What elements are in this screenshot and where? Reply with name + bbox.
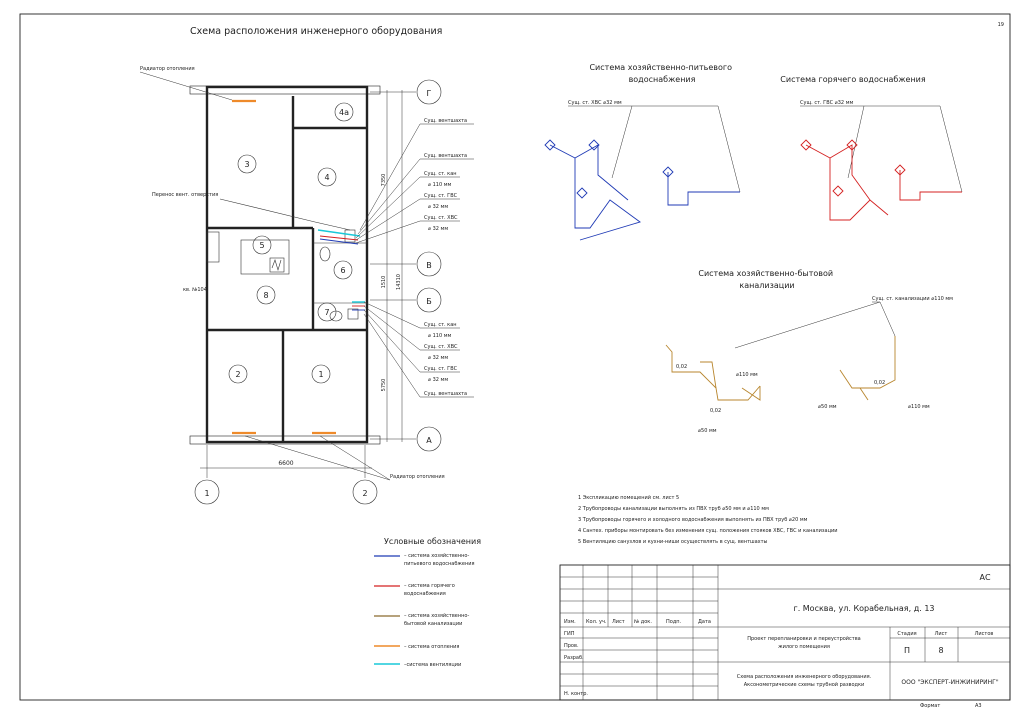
sewer-label-3: ⌀50 мм <box>698 428 717 434</box>
cold-water-scheme <box>545 63 740 240</box>
room-8: 8 <box>263 291 269 300</box>
company-name: ООО "ЭКСПЕРТ-ИНЖИНИРИНГ" <box>901 679 999 686</box>
callout-9: ⌀ 110 мм <box>428 333 452 339</box>
sewer-label-4: 0,02 <box>874 380 886 386</box>
sheet-header: Лист <box>934 631 948 637</box>
legend-title: Условные обозначения <box>384 537 482 546</box>
format-label: Формат <box>920 703 941 709</box>
role-razrab: Разраб. <box>564 655 584 661</box>
dim-width: 6600 <box>278 460 294 467</box>
sewer-riser-label: Сущ. ст. канализации ⌀110 мм <box>872 296 953 302</box>
sewer-label-0: 0,02 <box>676 364 688 370</box>
sewer-label-2: 0,02 <box>710 408 722 414</box>
dim-v3: 14310 <box>396 274 402 290</box>
stamp-address: г. Москва, ул. Корабельная, д. 13 <box>793 604 935 613</box>
note-4: 4 Сантех. приборы монтировать без изменения сущ. положения стояков ХВС, ГВС и канализации <box>578 528 838 534</box>
sheets-header: Листов <box>974 631 994 637</box>
room-3: 3 <box>244 160 250 169</box>
plan-title: Схема расположения инженерного оборудования <box>190 26 443 37</box>
legend-item-hot <box>404 583 455 597</box>
sewer-label-5: ⌀50 мм <box>818 404 837 410</box>
floor-plan <box>140 26 474 504</box>
legend-hot-line2: водоснабжения <box>404 591 446 597</box>
callout-7: ⌀ 32 мм <box>428 226 449 232</box>
callout-8: Сущ. ст. кан <box>424 322 457 328</box>
sheet-number: 19 <box>997 22 1004 28</box>
cold-title-line1: Система хозяйственно-питьевого <box>589 63 732 72</box>
note-radiator-bottom: Радиатор отопления <box>390 474 445 480</box>
room-5: 5 <box>259 241 265 250</box>
note-5: 5 Вентиляцию санузлов и кухни-ниши осуществлять в сущ. вентшахты <box>578 539 768 545</box>
room-4a: 4а <box>339 108 349 117</box>
note-vent-move: Перенос вент. отверстия <box>152 192 219 198</box>
note-radiator-top: Радиатор отопления <box>140 66 195 72</box>
outer-walls <box>207 87 367 442</box>
col-ndok: № док. <box>634 619 652 625</box>
dim-v1: 7350 <box>381 173 387 187</box>
role-gip: ГИП <box>564 631 575 637</box>
hot-title: Система горячего водоснабжения <box>780 75 926 84</box>
callout-0: Сущ. вентшахта <box>424 118 468 124</box>
legend-sewer-line1: – система хозяйственно- <box>404 613 470 619</box>
drawing-line2: Аксонометрические схемы трубной разводки <box>743 682 865 688</box>
hot-riser-label: Сущ. ст. ГВС ⌀32 мм <box>800 100 854 106</box>
callout-11: ⌀ 32 мм <box>428 355 449 361</box>
axis-B: Б <box>426 297 432 306</box>
col-izm: Изм. <box>564 619 576 625</box>
axis-V: В <box>426 261 432 270</box>
col-data: Дата <box>698 619 711 625</box>
axis-A: А <box>426 436 432 445</box>
stage-header: Стадия <box>897 631 917 637</box>
legend-item-cold <box>404 552 475 567</box>
legend-item-sewer <box>404 612 469 627</box>
room-7: 7 <box>324 308 330 317</box>
role-nkontr: Н. контр. <box>564 691 588 697</box>
title-block <box>560 565 1010 709</box>
col-kolvo: Кол. уч. <box>586 619 607 625</box>
note-3: 3 Трубопроводы горячего и холодного водоснабжения выполнять из ПВХ труб ⌀20 мм <box>578 517 808 523</box>
format-value: А3 <box>975 703 982 709</box>
drawing-line1: Схема расположения инженерного оборудования. <box>736 674 872 680</box>
room-4: 4 <box>324 173 330 182</box>
project-line2: жилого помещения <box>778 644 830 650</box>
col-podp: Подп. <box>666 619 682 625</box>
callout-14: Сущ. вентшахта <box>424 391 468 397</box>
drawing-name <box>737 674 872 688</box>
legend-item-vent: –система вентиляции <box>404 662 462 668</box>
note-1: 1 Экспликацию помещений см. лист 5 <box>578 495 680 501</box>
sewer-scheme <box>666 269 953 434</box>
callout-13: ⌀ 32 мм <box>428 377 449 383</box>
note-2: 2 Трубопроводы канализации выполнять из ПВХ труб ⌀50 мм и ⌀110 мм <box>578 506 769 512</box>
callout-6: Сущ. ст. ХВС <box>424 215 458 221</box>
callout-12: Сущ. ст. ГВС <box>424 366 458 372</box>
dim-v2: 1510 <box>381 275 387 289</box>
legend-hot-line1: – система горячего <box>404 583 455 589</box>
axis-1: 1 <box>204 489 210 498</box>
role-prov: Пров. <box>564 643 579 649</box>
axis-G: Г <box>426 89 432 98</box>
col-list: Лист <box>612 619 625 625</box>
cold-title-line2: водоснабжения <box>628 75 696 84</box>
callout-4: Сущ. ст. ГВС <box>424 193 458 199</box>
callout-2: Сущ. ст. кан <box>424 171 457 177</box>
room-2: 2 <box>235 370 241 379</box>
room-6: 6 <box>340 266 346 275</box>
axis-2: 2 <box>362 489 368 498</box>
sewer-title <box>698 269 835 290</box>
legend-cold-line1: – система хозяйственно- <box>404 553 470 559</box>
room-1: 1 <box>318 370 324 379</box>
sewer-label-6: ⌀110 мм <box>908 404 930 410</box>
apartment-label: кв. №104 <box>183 287 207 293</box>
cold-title <box>589 63 734 84</box>
hot-water-scheme <box>780 75 962 220</box>
legend <box>374 537 481 668</box>
legend-sewer-line2: бытовой канализации <box>404 621 463 627</box>
callout-1: Сущ. вентшахта <box>424 153 468 159</box>
sewer-label-1: ⌀110 мм <box>736 372 758 378</box>
project-line1: Проект перепланировки и переустройства <box>747 636 861 642</box>
legend-cold-line2: питьевого водоснабжения <box>404 561 475 567</box>
stamp-code: АС <box>979 573 991 582</box>
sewer-title-line1: Система хозяйственно-бытовой <box>698 269 834 278</box>
stage-value: П <box>903 646 911 655</box>
dim-v4: 5750 <box>381 378 387 392</box>
general-notes <box>578 494 837 545</box>
sewer-title-line2: канализации <box>739 281 795 290</box>
callout-5: ⌀ 32 мм <box>428 204 449 210</box>
callout-10: Сущ. ст. ХВС <box>424 344 458 350</box>
cold-riser-label: Сущ. ст. ХВС ⌀32 мм <box>568 100 622 106</box>
project-name <box>747 635 860 650</box>
sheet-value: 8 <box>938 646 944 655</box>
callout-3: ⌀ 110 мм <box>428 182 452 188</box>
legend-item-heating: – система отопления <box>404 644 460 650</box>
